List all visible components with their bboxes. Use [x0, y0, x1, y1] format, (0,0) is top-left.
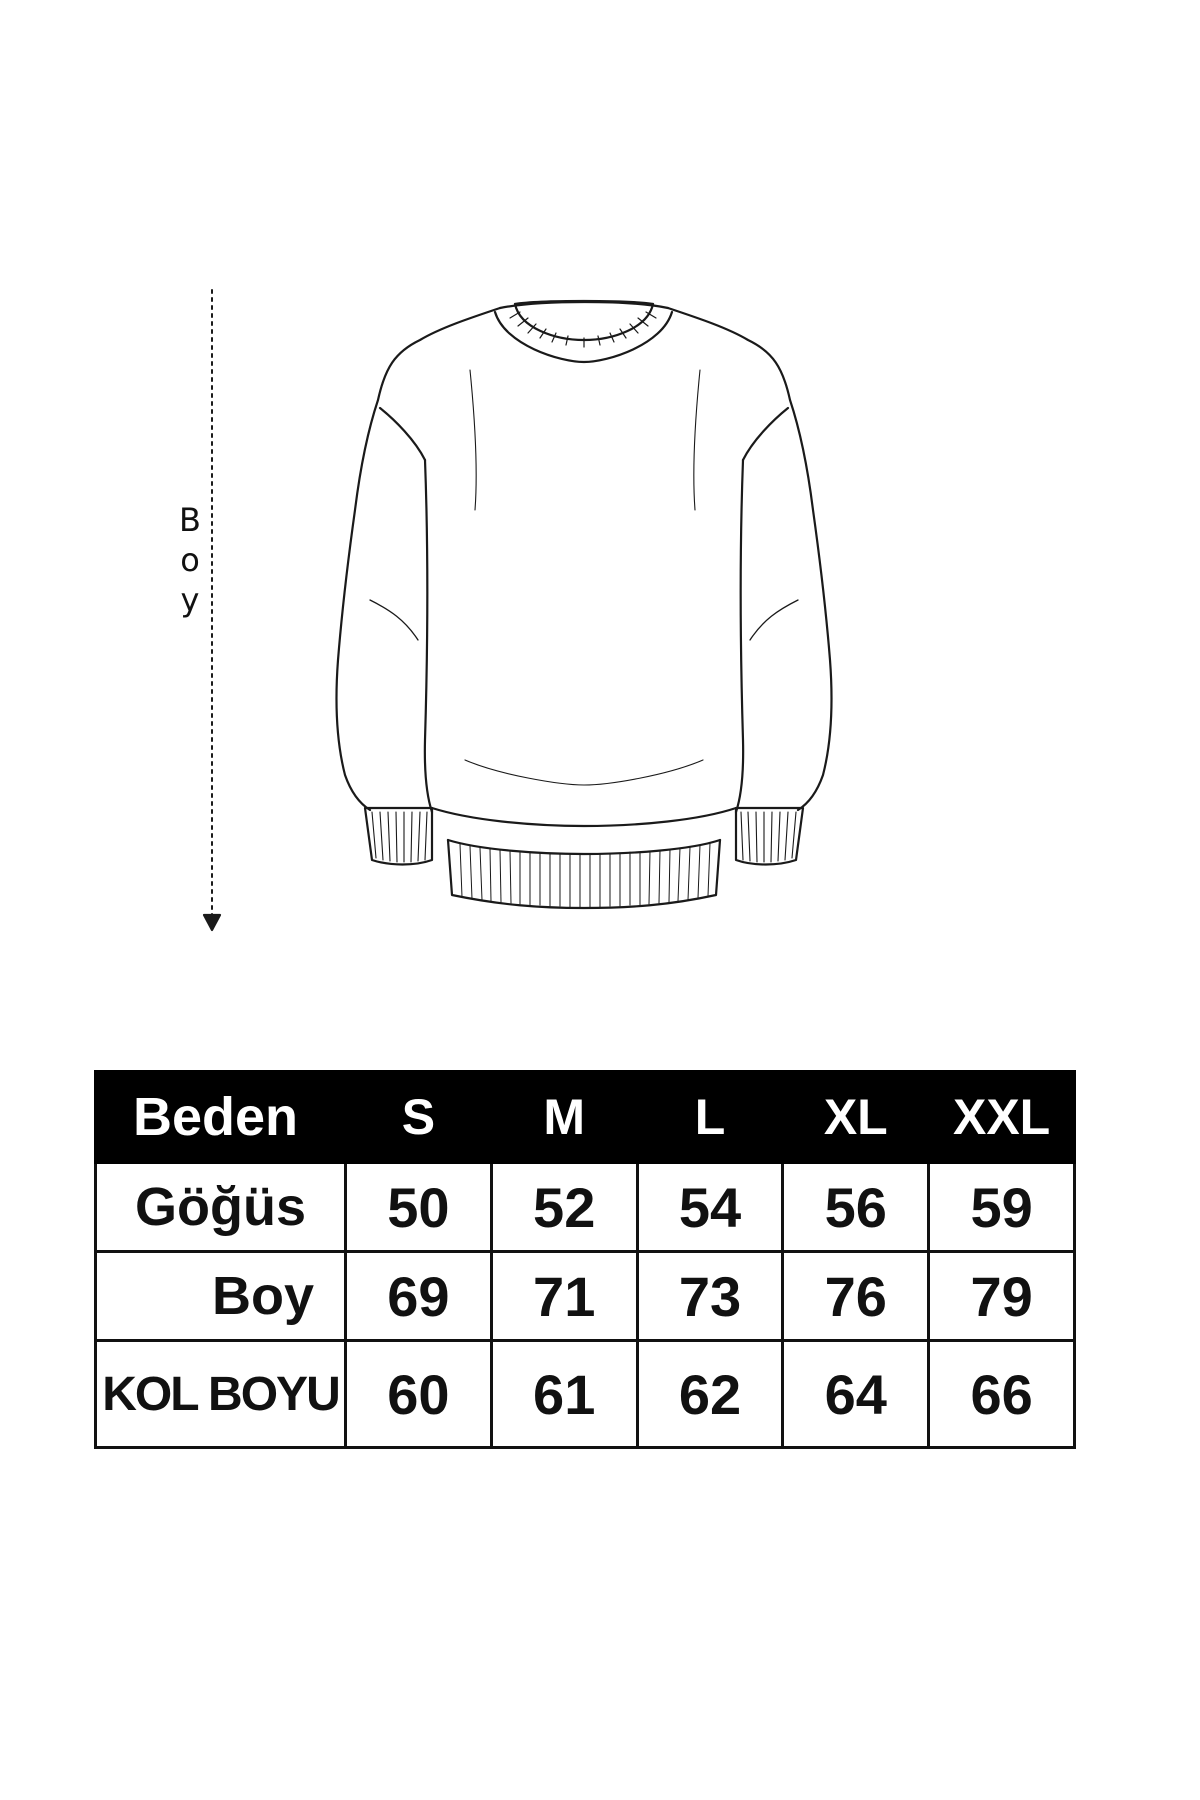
table-cell: 71 [491, 1252, 637, 1341]
row-label: KOL BOYU [96, 1341, 346, 1448]
table-cell: 64 [783, 1341, 929, 1448]
header-cell-m: M [491, 1072, 637, 1163]
arrow-down-icon [204, 915, 220, 930]
table-cell: 54 [637, 1163, 783, 1252]
table-cell: 56 [783, 1163, 929, 1252]
row-label: Boy [96, 1252, 346, 1341]
table-row-boy [96, 1252, 1075, 1341]
table-cell: 79 [929, 1252, 1075, 1341]
header-cell-l: L [637, 1072, 783, 1163]
table-cell: 69 [346, 1252, 492, 1341]
table-header-row [96, 1072, 1075, 1163]
header-cell-s: S [346, 1072, 492, 1163]
header-cell-xl: XL [783, 1072, 929, 1163]
table-cell: 61 [491, 1341, 637, 1448]
table-cell: 60 [346, 1341, 492, 1448]
table-cell: 50 [346, 1163, 492, 1252]
header-cell-xxl: XXL [929, 1072, 1075, 1163]
table-cell: 52 [491, 1163, 637, 1252]
table-cell: 62 [637, 1341, 783, 1448]
length-measurement-label [176, 500, 204, 620]
table-cell: 73 [637, 1252, 783, 1341]
size-chart-table [94, 1070, 1076, 1449]
table-cell: 76 [783, 1252, 929, 1341]
table-row-kol-boyu [96, 1341, 1075, 1448]
table-cell: 66 [929, 1341, 1075, 1448]
label-letter: y [180, 581, 200, 619]
label-letter: o [180, 541, 200, 579]
row-label: Göğüs [96, 1163, 346, 1252]
header-cell-beden: Beden [96, 1072, 346, 1163]
label-letter: B [179, 501, 201, 539]
table-row-gogus [96, 1163, 1075, 1252]
table-cell: 59 [929, 1163, 1075, 1252]
